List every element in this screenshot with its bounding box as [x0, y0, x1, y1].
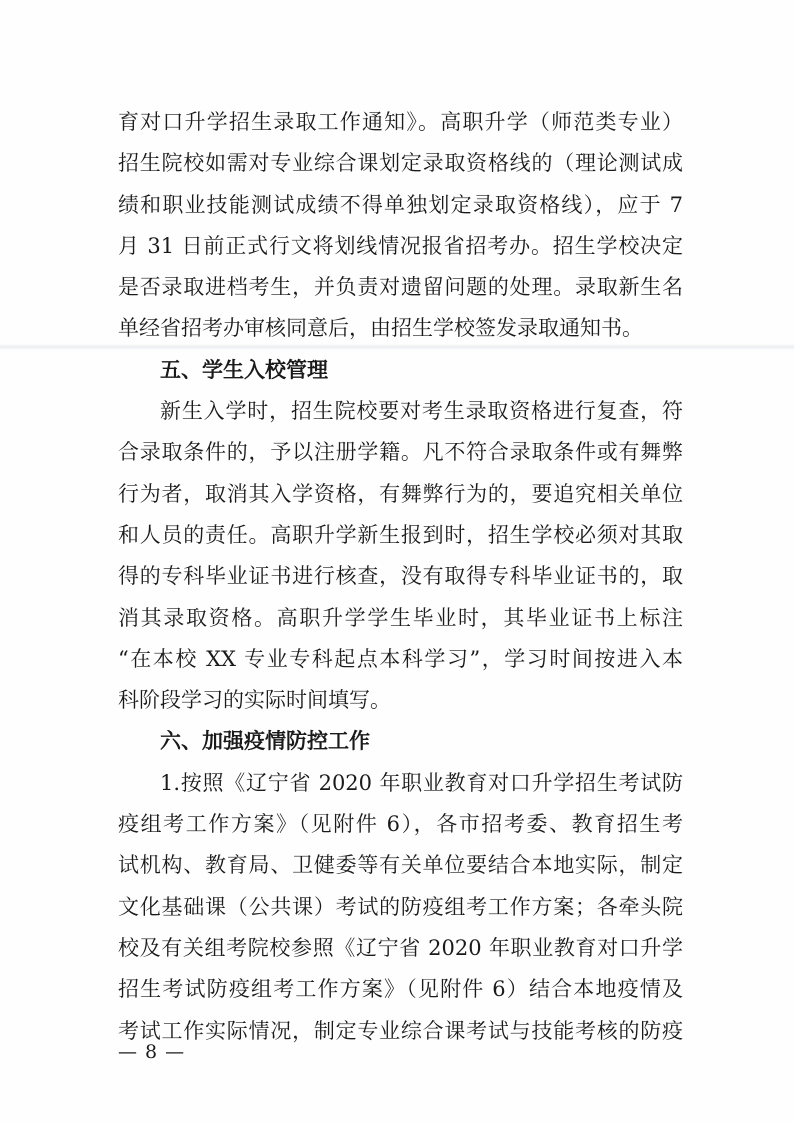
- paragraph-line: 校及有关组考院校参照《辽宁省 2020 年职业教育对口升学: [118, 935, 683, 960]
- paragraph-line: “在本校 XX 专业专科起点本科学习”，学习时间按进入本: [118, 646, 683, 671]
- paragraph-line: 消其录取资格。高职升学学生毕业时，其毕业证书上标注: [118, 605, 683, 630]
- paragraph-line: 招生考试防疫组考工作方案》（见附件 6）结合本地疫情及: [118, 977, 683, 1002]
- section-heading-student-admission: 五、学生入校管理: [160, 357, 328, 382]
- paragraph-line: 试机构、教育局、卫健委等有关单位要结合本地实际，制定: [118, 853, 683, 878]
- paragraph-line: 1.按照《辽宁省 2020 年职业教育对口升学招生考试防: [160, 770, 683, 795]
- paragraph-line: 文化基础课（公共课）考试的防疫组考工作方案；各牵头院: [118, 894, 683, 919]
- paragraph-line: 疫组考工作方案》（见附件 6），各市招考委、教育招生考: [118, 812, 683, 837]
- paragraph-line: 考试工作实际情况，制定专业综合课考试与技能考核的防疫: [118, 1018, 683, 1043]
- paragraph-line: 新生入学时，招生院校要对考生录取资格进行复查，符: [160, 399, 683, 424]
- document-body: [118, 102, 683, 1052]
- paragraph-line: 和人员的责任。高职升学新生报到时，招生学校必须对其取: [118, 522, 683, 547]
- paragraph-line: 科阶段学习的实际时间填写。: [118, 688, 391, 713]
- page-number: — 8 —: [118, 1041, 186, 1063]
- paragraph-line: 是否录取进档考生，并负责对遗留问题的处理。录取新生名: [118, 275, 683, 300]
- paragraph-line: 绩和职业技能测试成绩不得单独划定录取资格线），应于 7: [118, 192, 683, 217]
- paragraph-line: 单经省招考办审核同意后，由招生学校签发录取通知书。: [118, 316, 643, 341]
- paragraph-line: 行为者，取消其入学资格，有舞弊行为的，要追究相关单位: [118, 481, 683, 506]
- section-heading-epidemic-prevention: 六、加强疫情防控工作: [160, 729, 370, 754]
- paragraph-line: 得的专科毕业证书进行核查，没有取得专科毕业证书的，取: [118, 564, 683, 589]
- paragraph-line: 育对口升学招生录取工作通知》。高职升学（师范类专业）: [118, 110, 683, 134]
- paragraph-line: 招生院校如需对专业综合课划定录取资格线的（理论测试成: [118, 151, 683, 176]
- paragraph-line: 月 31 日前正式行文将划线情况报省招考办。招生学校决定: [118, 233, 683, 258]
- paragraph-line: 合录取条件的，予以注册学籍。凡不符合录取条件或有舞弊: [118, 440, 683, 465]
